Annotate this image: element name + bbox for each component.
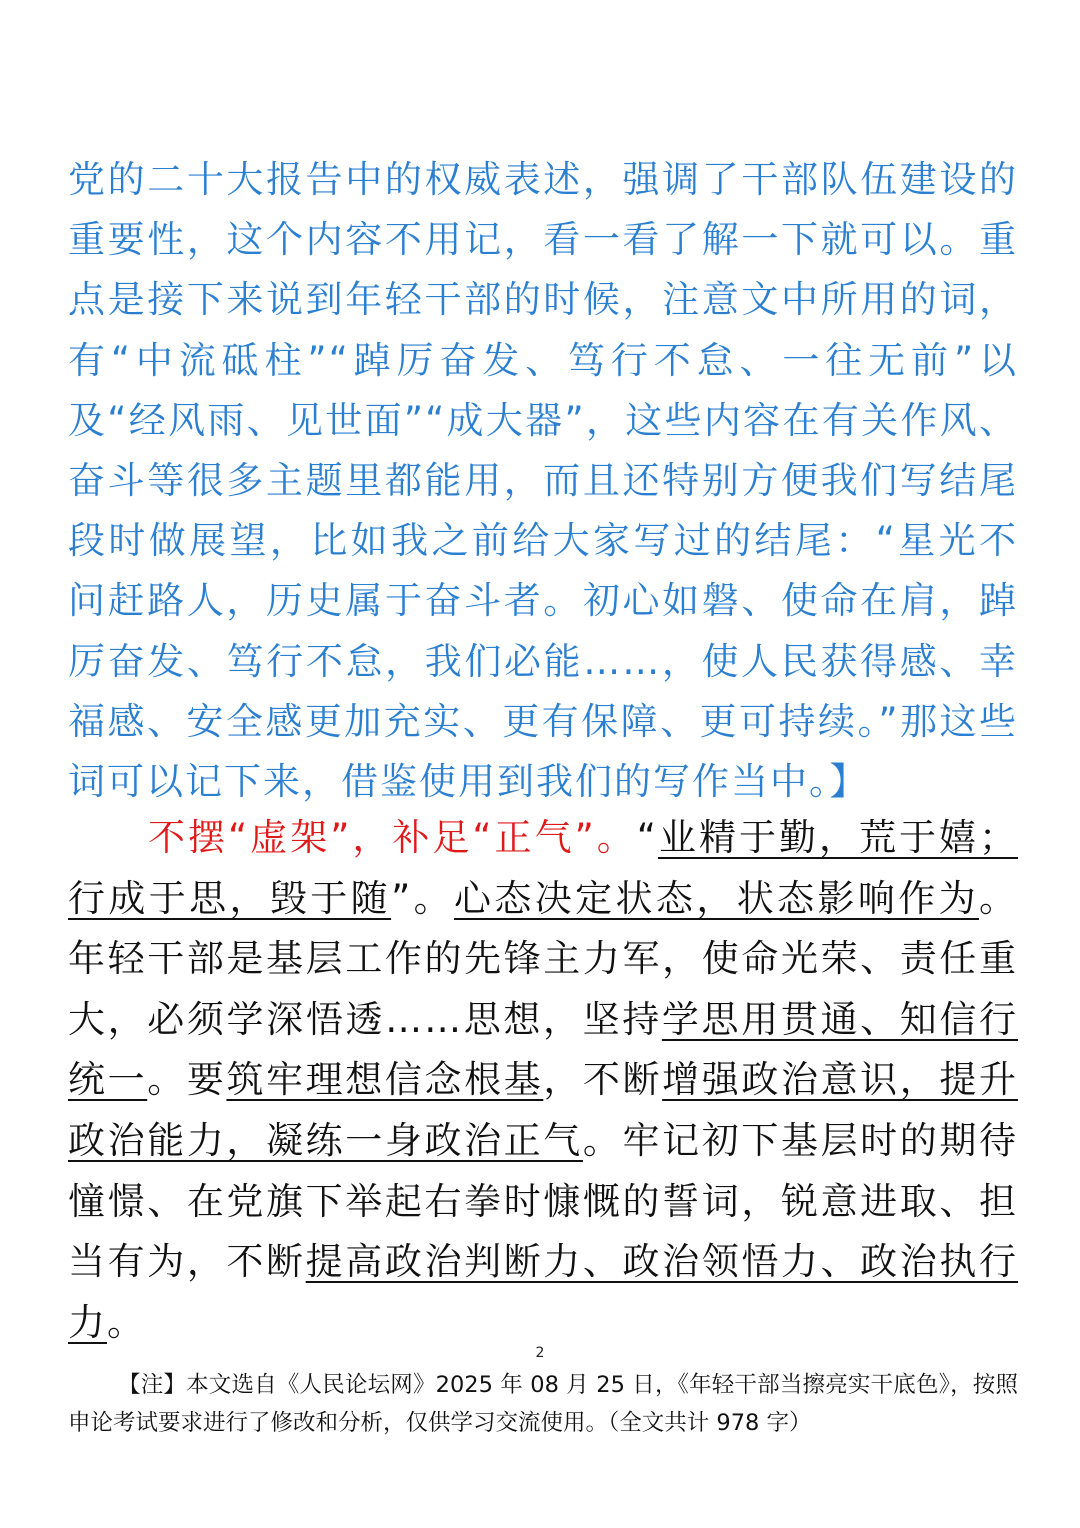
key-phrase-underlined: 筑牢理想信念根基 <box>226 1058 544 1102</box>
source-note: 【注】本文选自《人民论坛网》2025 年 08 月 25 日，《年轻干部当擦亮实干底色》，按照申论考试要求进行了修改和分析，仅供学习交流使用。（全文共计 978 字） <box>68 1372 1018 1436</box>
key-phrase-underlined: 学思用贯通、知信行统一 <box>68 997 1019 1102</box>
key-sentence-underlined: 心态决定状态，状态影响作为 <box>454 876 980 920</box>
quote-underlined: 业精于勤，荒于嬉；行成于思，毁于随 <box>68 816 1018 920</box>
key-phrase-underlined: 提高政治判断力、政治领悟力、政治执行力 <box>68 1240 1019 1344</box>
essay-text: 。牢记初下基层时的期待憧憬、在党旗下举起右拳时慷慨的誓词，锐意进取、担当有为，不断 <box>68 1118 1019 1284</box>
essay-text: 。 <box>107 1300 146 1344</box>
key-phrase-underlined: 增强政治意识，提升政治能力，凝练一身政治正气 <box>68 1058 1019 1162</box>
essay-text-period: 。 <box>979 876 1019 920</box>
essay-text: 年轻干部是基层工作的先锋主力军，使命光荣、责任重大，必须学深悟透……思想，坚持 <box>68 937 1018 1041</box>
quote-open-mark: “ <box>636 816 658 859</box>
analysis-commentary: 党的二十大报告中的权威表述，强调了干部队伍建设的重要性，这个内容不用记，看一看了解一下就可以。重点是接下来说到年轻干部的时候，注意文中所用的词，有“中流砥柱”“踔厉奋发、笃行不怠、一往无前”以及“经风雨、见世面”“成大器”，这些内容在有关作风、奋斗等很多主题里都能用，而且还特别方便我们写结尾段时做展望，比如我之前给大家写过的结尾：“星光不问赶路人，历史属于奋斗者。初心如磐、使命在肩，踔厉奋发、笃行不怠，我们必能……，使人民获得感、幸福感、安全感更加充实、更有保障、更可持续。”那这些词可以记下来，借鉴使用到我们的写作当中。】 <box>68 158 1018 804</box>
essay-paragraph <box>68 808 1018 1353</box>
page-number: 2 <box>535 1345 545 1361</box>
paragraph-heading: 不摆“虚架”，补足“正气”。 <box>148 816 637 859</box>
quote-close-mark: ”。 <box>391 876 455 920</box>
essay-text: ，不断 <box>543 1058 663 1102</box>
essay-text: 。要 <box>147 1058 227 1102</box>
